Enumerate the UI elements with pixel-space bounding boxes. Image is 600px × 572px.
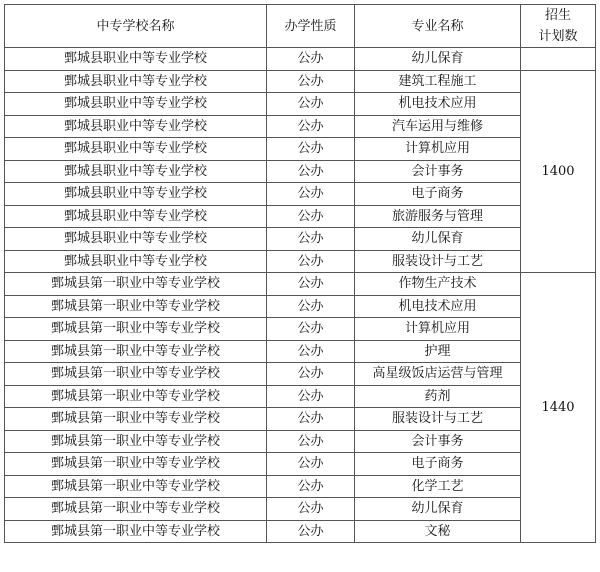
school-name-cell: 鄄城县第一职业中等专业学校 [5, 273, 267, 296]
major-name-header: 专业名称 [355, 5, 521, 48]
major-name-cell: 电子商务 [355, 453, 521, 476]
school-type-cell: 公办 [267, 228, 355, 251]
table-row [5, 520, 596, 543]
table-row [5, 318, 596, 341]
school-name-cell: 鄄城县职业中等专业学校 [5, 228, 267, 251]
header-row [5, 5, 596, 48]
table-row [5, 138, 596, 161]
school-name-cell: 鄄城县职业中等专业学校 [5, 115, 267, 138]
quota-cell: 1400 [521, 70, 596, 273]
school-name-cell: 鄄城县第一职业中等专业学校 [5, 475, 267, 498]
table-row [5, 70, 596, 93]
school-type-cell: 公办 [267, 363, 355, 386]
major-name-cell: 建筑工程施工 [355, 70, 521, 93]
school-name-cell: 鄄城县第一职业中等专业学校 [5, 498, 267, 521]
school-type-cell: 公办 [267, 273, 355, 296]
table-row [5, 250, 596, 273]
major-name-cell: 电子商务 [355, 183, 521, 206]
major-name-cell: 护理 [355, 340, 521, 363]
major-name-cell: 服装设计与工艺 [355, 408, 521, 431]
table-row [5, 340, 596, 363]
school-name-cell: 鄄城县第一职业中等专业学校 [5, 363, 267, 386]
major-name-cell: 幼儿保育 [355, 498, 521, 521]
school-name-cell: 鄄城县职业中等专业学校 [5, 205, 267, 228]
school-name-cell: 鄄城县职业中等专业学校 [5, 48, 267, 71]
table-row [5, 160, 596, 183]
school-type-cell: 公办 [267, 430, 355, 453]
table-row [5, 408, 596, 431]
school-type-cell: 公办 [267, 385, 355, 408]
school-name-cell: 鄄城县第一职业中等专业学校 [5, 385, 267, 408]
school-type-cell: 公办 [267, 250, 355, 273]
quota-header-line1: 招生 [544, 8, 571, 23]
school-type-cell: 公办 [267, 48, 355, 71]
major-name-cell: 幼儿保育 [355, 228, 521, 251]
school-type-cell: 公办 [267, 183, 355, 206]
school-type-cell: 公办 [267, 205, 355, 228]
school-type-cell: 公办 [267, 70, 355, 93]
school-name-cell: 鄄城县第一职业中等专业学校 [5, 340, 267, 363]
school-type-cell: 公办 [267, 475, 355, 498]
school-name-cell: 鄄城县职业中等专业学校 [5, 138, 267, 161]
school-type-cell: 公办 [267, 408, 355, 431]
enrollment-quota-header [521, 5, 596, 48]
major-name-cell: 化学工艺 [355, 475, 521, 498]
school-name-cell: 鄄城县职业中等专业学校 [5, 183, 267, 206]
school-name-cell: 鄄城县第一职业中等专业学校 [5, 430, 267, 453]
table-row [5, 205, 596, 228]
major-name-cell: 文秘 [355, 520, 521, 543]
table-row [5, 273, 596, 296]
school-name-header: 中专学校名称 [5, 5, 267, 48]
major-name-cell: 药剂 [355, 385, 521, 408]
school-name-cell: 鄄城县职业中等专业学校 [5, 93, 267, 116]
school-type-cell: 公办 [267, 340, 355, 363]
school-name-cell: 鄄城县职业中等专业学校 [5, 70, 267, 93]
table-row [5, 48, 596, 71]
table-row [5, 295, 596, 318]
major-name-cell: 作物生产技术 [355, 273, 521, 296]
school-name-cell: 鄄城县第一职业中等专业学校 [5, 408, 267, 431]
quota-cell: 1440 [521, 273, 596, 543]
school-type-cell: 公办 [267, 520, 355, 543]
table-header [5, 5, 596, 48]
table-row [5, 115, 596, 138]
school-name-cell: 鄄城县第一职业中等专业学校 [5, 453, 267, 476]
table-row [5, 363, 596, 386]
table-row [5, 475, 596, 498]
school-name-cell: 鄄城县第一职业中等专业学校 [5, 295, 267, 318]
school-type-cell: 公办 [267, 295, 355, 318]
major-name-cell: 高星级饭店运营与管理 [355, 363, 521, 386]
table-body [5, 48, 596, 543]
quota-cell-empty [521, 48, 596, 71]
school-type-cell: 公办 [267, 318, 355, 341]
major-name-cell: 服装设计与工艺 [355, 250, 521, 273]
major-name-cell: 会计事务 [355, 160, 521, 183]
school-name-cell: 鄄城县职业中等专业学校 [5, 250, 267, 273]
major-name-cell: 机电技术应用 [355, 295, 521, 318]
school-name-cell: 鄄城县第一职业中等专业学校 [5, 520, 267, 543]
table-row [5, 430, 596, 453]
major-name-cell: 计算机应用 [355, 318, 521, 341]
school-type-cell: 公办 [267, 115, 355, 138]
school-type-cell: 公办 [267, 138, 355, 161]
major-name-cell: 会计事务 [355, 430, 521, 453]
major-name-cell: 计算机应用 [355, 138, 521, 161]
school-name-cell: 鄄城县第一职业中等专业学校 [5, 318, 267, 341]
table-row [5, 453, 596, 476]
school-type-cell: 公办 [267, 160, 355, 183]
school-type-cell: 公办 [267, 93, 355, 116]
major-name-cell: 机电技术应用 [355, 93, 521, 116]
table-row [5, 93, 596, 116]
major-name-cell: 汽车运用与维修 [355, 115, 521, 138]
table-row [5, 498, 596, 521]
table-row [5, 228, 596, 251]
school-type-header: 办学性质 [267, 5, 355, 48]
table-row [5, 385, 596, 408]
school-type-cell: 公办 [267, 498, 355, 521]
school-type-cell: 公办 [267, 453, 355, 476]
table-row [5, 183, 596, 206]
school-name-cell: 鄄城县职业中等专业学校 [5, 160, 267, 183]
admissions-table [4, 4, 596, 543]
quota-header-line2: 计划数 [538, 29, 578, 44]
major-name-cell: 旅游服务与管理 [355, 205, 521, 228]
major-name-cell: 幼儿保育 [355, 48, 521, 71]
